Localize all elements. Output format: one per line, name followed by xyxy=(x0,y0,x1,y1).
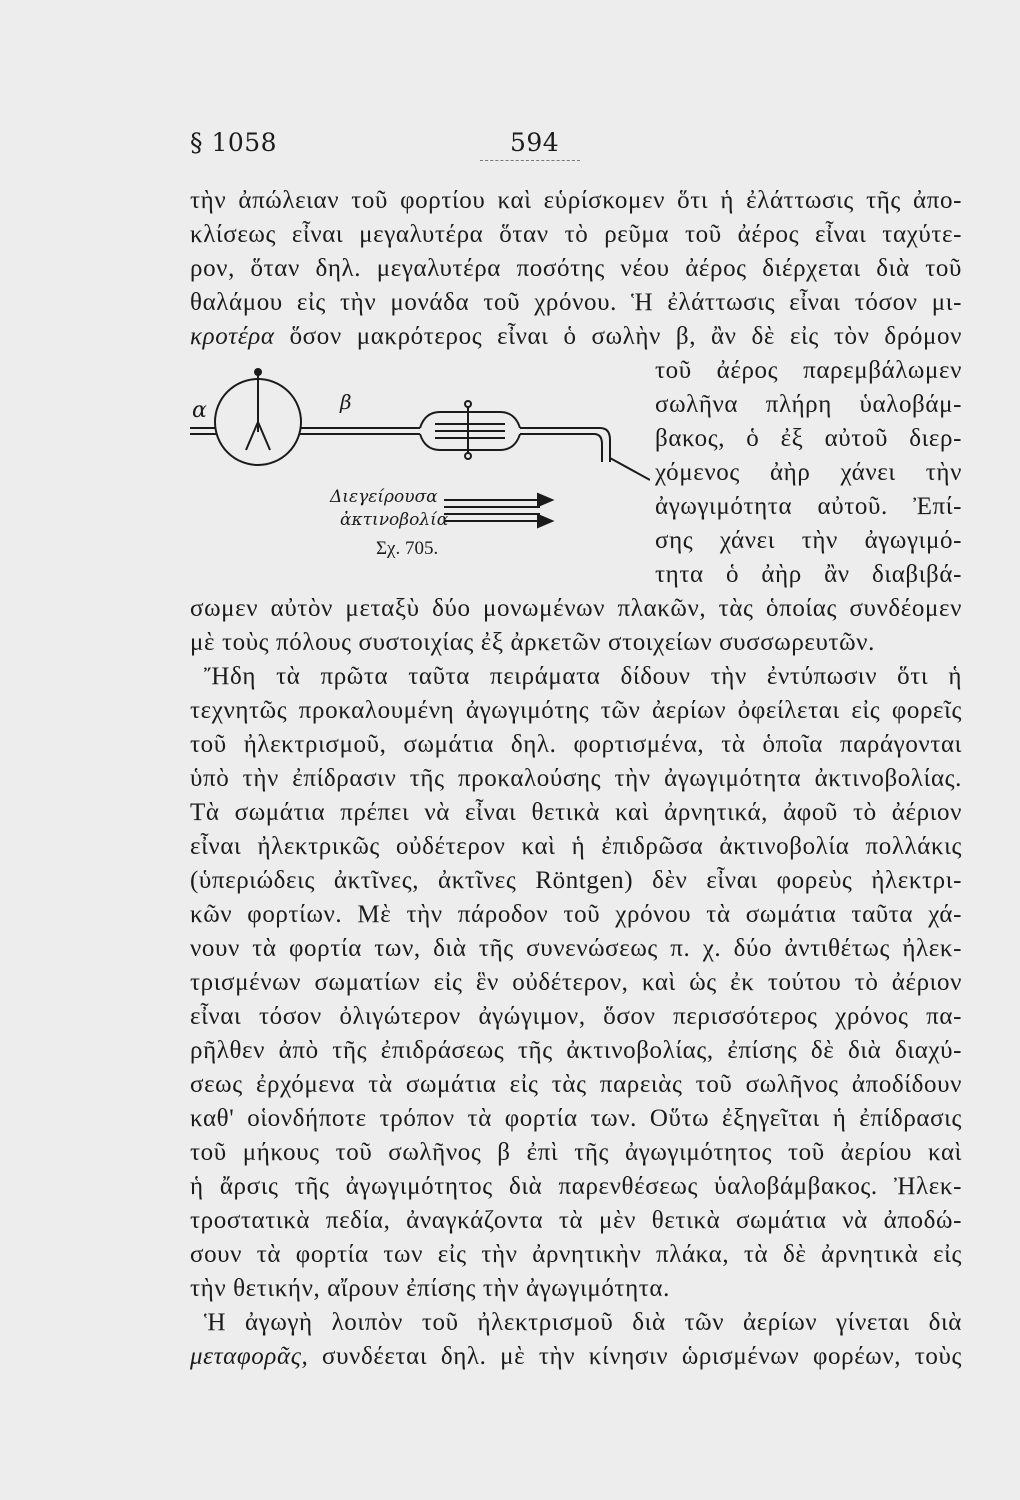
side-line: βακος, ὁ ἐξ αὐτοῦ διερ- xyxy=(655,425,962,452)
text-line: ρον, ὅταν δηλ. μεγαλυτέρα ποσότης νέου ἀέρος διέρχεται διὰ τοῦ xyxy=(190,255,962,282)
text-line: τοῦ μήκους τοῦ σωλῆνος β ἐπὶ τῆς ἀγωγιμότητος τοῦ ἀερίου καὶ xyxy=(190,1139,962,1166)
text-line: νουν τὰ φορτία των, διὰ τῆς συνενώσεως π. χ. δύο ἀντιθέτως ἠλεκ- xyxy=(190,935,962,962)
side-line: σωλῆνα πλήρη ὑαλοβάμ- xyxy=(655,391,962,418)
text-line: τὴν θετικήν, αἴρουν ἐπίσης τὴν ἀγωγιμότητα. xyxy=(190,1275,670,1302)
side-line: χόμενος ἀὴρ χάνει τὴν xyxy=(655,459,962,486)
text-line: τεχνητῶς προκαλουμένη ἀγωγιμότης τῶν ἀερίων ὀφείλεται εἰς φορεῖς xyxy=(190,697,962,724)
side-line: ἀγωγιμότητα αὐτοῦ. Ἐπί- xyxy=(655,493,962,520)
label-beta: β xyxy=(340,390,352,414)
side-line: τοῦ ἀέρος παρεμβάλωμεν xyxy=(655,357,962,384)
page-header xyxy=(190,128,970,168)
text-line: τοῦ ἠλεκτρισμοῦ, σωμάτια δηλ. φορτισμένα, τὰ ὁποῖα παράγονται xyxy=(190,731,962,758)
text-line: Ἤδη τὰ πρῶτα ταῦτα πειράματα δίδουν τὴν ἐντύπωσιν ὅτι ἡ xyxy=(204,663,962,690)
italic-word: μεταφορᾶς, xyxy=(190,1343,309,1370)
text-line xyxy=(190,322,962,352)
italic-word: κροτέρα xyxy=(190,323,275,350)
text-line: καθ' οἱονδήποτε τρόπον τὰ φορτία των. Οὕτω ἐξηγεῖται ἡ ἐπίδρασις xyxy=(190,1105,962,1132)
page-number-rule xyxy=(480,160,580,161)
text-line: ρῆλθεν ἀπὸ τῆς ἐπιδράσεως τῆς ἀκτινοβολίας, ἐπίσης δὲ διὰ διαχύ- xyxy=(190,1037,962,1064)
text-line: θαλάμου εἰς τὴν μονάδα τοῦ χρόνου. Ἡ ἐλάττωσις εἶναι τόσον μι- xyxy=(190,289,962,316)
label-alpha: α xyxy=(192,398,207,423)
text-line: τροστατικὰ πεδία, ἀναγκάζοντα τὰ μὲν θετικὰ σωμάτια νὰ ἀποδώ- xyxy=(190,1207,962,1234)
line-rest: συνδέεται δηλ. μὲ τὴν κίνησιν ὡρισμένων φορέων, τοὺς xyxy=(308,1343,962,1370)
text-line: ἡ ἄρσις τῆς ἀγωγιμότητος διὰ παρενθέσεως ὑαλοβάμβακος. Ἠλεκ- xyxy=(190,1173,962,1200)
text-line: Τὰ σωμάτια πρέπει νὰ εἶναι θετικὰ καὶ ἀρνητικά, ἀφοῦ τὸ ἀέριον xyxy=(190,799,962,826)
figure-705 xyxy=(180,362,650,572)
radiation-label-2: ἀκτινοβολία xyxy=(340,510,449,530)
section-number: § 1058 xyxy=(190,128,278,157)
text-line: (ὑπεριώδεις ἀκτῖνες, ἀκτῖνες Röntgen) δὲν εἶναι φορεὺς ἠλεκτρι- xyxy=(190,867,962,894)
text-line: σωμεν αὐτὸν μεταξὺ δύο μονωμένων πλακῶν, τὰς ὁποίας συνδέομεν xyxy=(190,595,962,622)
side-line: σης χάνει τὴν ἀγωγιμό- xyxy=(655,527,962,554)
text-line: ὑπὸ τὴν ἐπίδρασιν τῆς προκαλούσης τὴν ἀγωγιμότητα ἀκτινοβολίας. xyxy=(190,765,962,792)
text-line: τὴν ἀπώλειαν τοῦ φορτίου καὶ εὑρίσκομεν ὅτι ἡ ἐλάττωσις τῆς ἀπο- xyxy=(190,187,962,214)
text-line: μὲ τοὺς πόλους συστοιχίας ἐξ ἀρκετῶν στοιχείων συσσωρευτῶν. xyxy=(190,629,875,656)
text-line: τρισμένων σωματίων εἰς ἓν οὐδέτερον, καὶ ὡς ἐκ τούτου τὸ ἀέριον xyxy=(190,969,962,996)
text-line: εἶναι ἠλεκτρικῶς οὐδέτερον καὶ ἡ ἐπιδρῶσα ἀκτινοβολία πολλάκις xyxy=(190,833,962,860)
figure-caption: Σχ. 705. xyxy=(376,538,439,559)
radiation-label-1: Διεγείρουσα xyxy=(330,487,438,507)
text-line: κλίσεως εἶναι μεγαλυτέρα ὅταν τὸ ρεῦμα τοῦ ἀέρος εἶναι ταχύτε- xyxy=(190,221,962,248)
page-number: 594 xyxy=(510,128,560,157)
text-line: σουν τὰ φορτία των εἰς τὴν ἀρνητικὴν πλάκα, τὰ δὲ ἀρνητικὰ εἰς xyxy=(190,1241,962,1268)
text-line xyxy=(190,1342,962,1372)
line-rest: ὅσον μακρότερος εἶναι ὁ σωλὴν β, ἂν δὲ εἰς τὸν δρόμον xyxy=(274,323,962,350)
text-line: σεως ἐρχόμενα τὰ σωμάτια εἰς τὰς παρειὰς τοῦ σωλῆνος ἀποδίδουν xyxy=(190,1071,962,1098)
text-line: εἶναι τόσον ὀλιγώτερον ἀγώγιμον, ὅσον περισσότερος χρόνος πα- xyxy=(190,1003,962,1030)
text-line: κῶν φορτίων. Μὲ τὴν πάροδον τοῦ χρόνου τὰ σωμάτια ταῦτα χά- xyxy=(190,901,962,928)
side-line: τητα ὁ ἀὴρ ἂν διαβιβά- xyxy=(655,561,962,588)
text-line: Ἡ ἀγωγὴ λοιπὸν τοῦ ἠλεκτρισμοῦ διὰ τῶν ἀερίων γίνεται διὰ xyxy=(204,1309,962,1336)
